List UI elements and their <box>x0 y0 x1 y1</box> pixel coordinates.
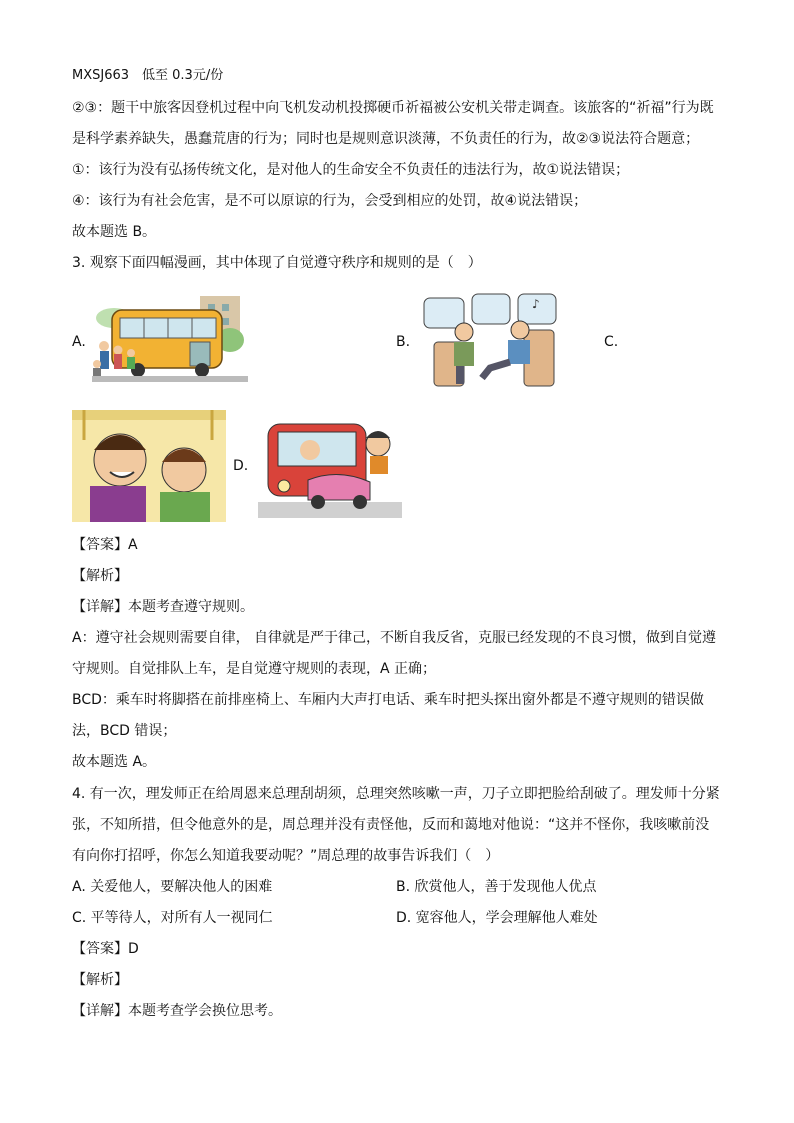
cartoon-a-queue-bus <box>92 290 248 382</box>
q3-detail-line-5: 法，BCD 错误； <box>72 723 177 739</box>
q4-option-a: A. 关爱他人，要解决他人的困难 <box>72 879 273 895</box>
q4-analysis-tag: 【解析】 <box>72 972 128 988</box>
cartoon-b-feet-on-seat <box>420 290 562 392</box>
q4-detail: 【详解】本题考查学会换位思考。 <box>72 1003 282 1019</box>
svg-text:♪: ♪ <box>532 297 540 311</box>
q3-conclusion: 故本题选 A。 <box>72 754 157 770</box>
q3-detail-line-3: 守规则。自觉排队上车，是自觉遵守规则的表现，A 正确； <box>72 661 437 677</box>
q3-option-c-label: C. <box>604 334 619 350</box>
q2-analysis-line-4: ④：该行为有社会危害，是不可以原谅的行为，会受到相应的处罚，故④说法错误； <box>72 193 588 209</box>
cartoon-c-phone-call <box>72 410 226 522</box>
q3-detail-line-4: BCD：乘车时将脚搭在前排座椅上、车厢内大声打电话、乘车时把头探出窗外都是不遵守规则的错误做 <box>72 692 704 708</box>
q3-option-d-label: D. <box>233 458 249 474</box>
q4-stem-line-3: 有向你打招呼，你怎么知道我要动呢？”周总理的故事告诉我们（ ） <box>72 848 500 864</box>
q4-answer: 【答案】D <box>72 941 139 957</box>
q3-stem: 3. 观察下面四幅漫画，其中体现了自觉遵守秩序和规则的是（ ） <box>72 255 482 271</box>
q2-conclusion: 故本题选 B。 <box>72 224 157 240</box>
q2-analysis-line-3: ①：该行为没有弘扬传统文化，是对他人的生命安全不负责任的违法行为，故①说法错误； <box>72 162 630 178</box>
q3-answer: 【答案】A <box>72 537 138 553</box>
q4-stem-line-2: 张，不知所措，但令他意外的是，周总理并没有责怪他，反而和蔼地对他说：“这并不怪你，我咳嗽前没 <box>72 817 710 833</box>
q4-stem-line-1: 4. 有一次，理发师正在给周恩来总理刮胡须，总理突然咳嗽一声，刀子立即把脸给刮破了。理发师十分紧 <box>72 786 720 802</box>
q2-analysis-line-1: ②③：题干中旅客因登机过程中向飞机发动机投掷硬币祈福被公安机关带走调查。该旅客的“祈福”行为既 <box>72 100 714 116</box>
q4-option-b: B. 欣赏他人，善于发现他人优点 <box>396 879 597 895</box>
q3-option-a-label: A. <box>72 334 86 350</box>
q3-analysis-tag: 【解析】 <box>72 568 128 584</box>
q3-detail-line-1: 【详解】本题考查遵守规则。 <box>72 599 254 615</box>
doc-header: MXSJ663 低至 0.3元/份 <box>72 68 224 83</box>
q4-option-c: C. 平等待人，对所有人一视同仁 <box>72 910 273 926</box>
q2-analysis-line-2: 是科学素养缺失，愚蠢荒唐的行为；同时也是规则意识淡薄，不负责任的行为，故②③说法符合题意； <box>72 131 700 147</box>
q3-option-b-label: B. <box>396 334 411 350</box>
q4-option-d: D. 宽容他人，学会理解他人难处 <box>396 910 598 926</box>
q3-detail-line-2: A：遵守社会规则需要自律， 自律就是严于律己，不断自我反省，克服已经发现的不良习惯，做到自觉遵 <box>72 630 717 646</box>
cartoon-d-head-out-window <box>258 410 402 518</box>
